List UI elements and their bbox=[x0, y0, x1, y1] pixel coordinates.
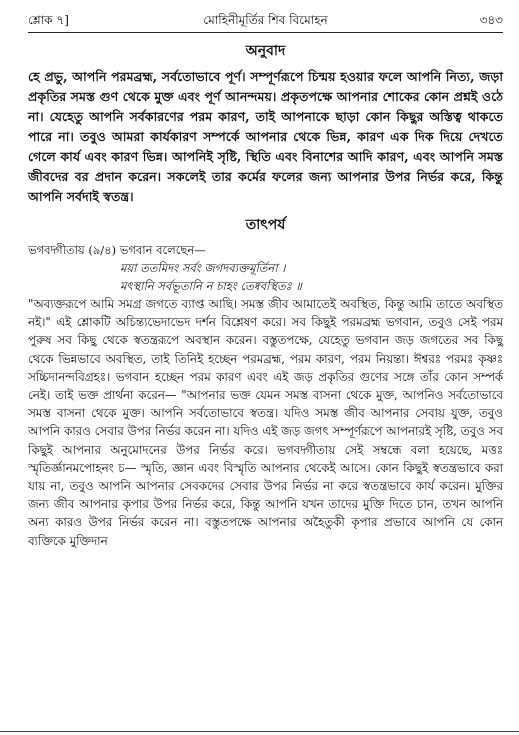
purport-text: "অব্যক্তরূপে আমি সমগ্র জগতে ব্যাপ্ত আছি। সমস্ত জীব আমাতেই অবস্থিত, কিন্তু আমি তাতে অবস্থিত নই।" এই শ্লোকটি অচিন্ত্যভেদাভেদ দর্শন বিশ্লেষণ করে। সব কিছুই পরমব্রহ্ম ভগবান, তবুও সেই পরম পুরুষ সব কিছু থেকে স্বতন্ত্ররূপে অবস্থান করেন। বস্তুতপক্ষে, যেহেতু ভগবান জড় জগতের সব কিছু থেকে ভিন্নভাবে অবস্থিত, তাই তিনিই হচ্ছেন পরমব্রহ্ম, পরম কারণ, পরম নিয়ন্তা। ঈশ্বরঃ পরমঃ কৃষ্ণঃ সচ্চিদানন্দবিগ্রহঃ। ভগবান হচ্ছেন পরম কারণ এবং এই জড় প্রকৃতির গুণের সঙ্গে তাঁর কোন সম্পর্ক নেই। তাই ভক্ত প্রার্থনা করেন— "আপনার ভক্ত যেমন সমস্ত বাসনা থেকে মুক্ত, আপনিও সর্বতোভাবে সমস্ত বাসনা থেকে মুক্ত। আপনি সর্বতোভাবে স্বতন্ত্র। যদিও সমস্ত জীব আপনার সেবায় যুক্ত, তবুও আপনি কারও সেবার উপর নির্ভর করেন না। যদিও এই জড় জগৎ সম্পূর্ণরূপে আপনারই সৃষ্টি, তবুও সব কিছুই আপনার অনুমোদনের উপর নির্ভর করে। ভগবদ্গীতায় সেই সম্বন্ধে বলা হয়েছে, মত্তঃ স্মৃতির্জ্ঞানমপোহনং চ— স্মৃতি, জ্ঞান এবং বিস্মৃতি আপনার থেকেই আসে। কোন কিছুই স্বতন্ত্রভাবে করা যায় না, তবুও আপনি আপনার সেবকদের সেবার উপর নির্ভর না করে স্বতন্ত্রভাবে কার্য করেন। মুক্তির জন্য জীব আপনার কৃপার উপর নির্ভর করে, কিন্তু আপনি যখন তাদের মুক্তি দিতে চান, তখন আপনি অন্য কারও উপর নির্ভর করেন না। বস্তুতপক্ষে আপনার অহৈতুকী কৃপার প্রভাবে আপনি যে কোন ব্যক্তিকে মুক্তিদান bbox=[28, 297, 503, 548]
translation-text: হে প্রভু, আপনি পরমব্রহ্ম, সর্বতোভাবে পূর্ণ। সম্পূর্ণরূপে চিন্ময় হওয়ার ফলে আপনি নিত্য, জড়া প্রকৃতির সমস্ত গুণ থেকে মুক্ত এবং পূর্ণ আনন্দময়। প্রকৃতপক্ষে আপনার শোকের কোন প্রশ্নই ওঠে না। যেহেতু আপনি সর্বকারণের পরম কারণ, তাই আপনাকে ছাড়া কোন কিছুর অস্তিত্ব থাকতে পারে না। তবুও আমরা কার্যকারণ সম্পর্কে আপনার থেকে ভিন্ন, কারণ এক দিক দিয়ে দেখতে গেলে কার্য এবং কারণ ভিন্ন। আপনিই সৃষ্টি, স্থিতি এবং বিনাশের আদি কারণ, এবং আপনি সমস্ত জীবদের বর প্রদান করেন। সকলেই তার কর্মের ফলের জন্য আপনার উপর নির্ভর করে, কিন্তু আপনি সর্বদাই স্বতন্ত্র। bbox=[28, 69, 503, 204]
sanskrit-verse bbox=[28, 259, 503, 295]
page-number: ৩৪৩ bbox=[479, 13, 503, 27]
running-header bbox=[28, 8, 503, 30]
chapter-heading: মোহিনীমূর্তির শিব বিমোহন bbox=[203, 13, 328, 27]
footer-rule bbox=[0, 731, 519, 732]
verse-line: ময়া ততমিদং সর্বং জগদব্যক্তমূর্তিনা । bbox=[120, 261, 286, 275]
verse-line: মৎস্থানি সর্বভূতানি ন চাহং তেষ্ববস্থিতঃ ॥ bbox=[120, 279, 302, 293]
translation-title: অনুবাদ bbox=[245, 43, 286, 59]
verse-reference: শ্লোক ৭] bbox=[28, 13, 69, 27]
purport-lead: ভগবদ্গীতায় (৯/৪) ভগবান বলেছেন— bbox=[28, 243, 206, 257]
header-rule bbox=[28, 32, 503, 33]
purport-title: তাৎপর্য bbox=[245, 217, 286, 233]
